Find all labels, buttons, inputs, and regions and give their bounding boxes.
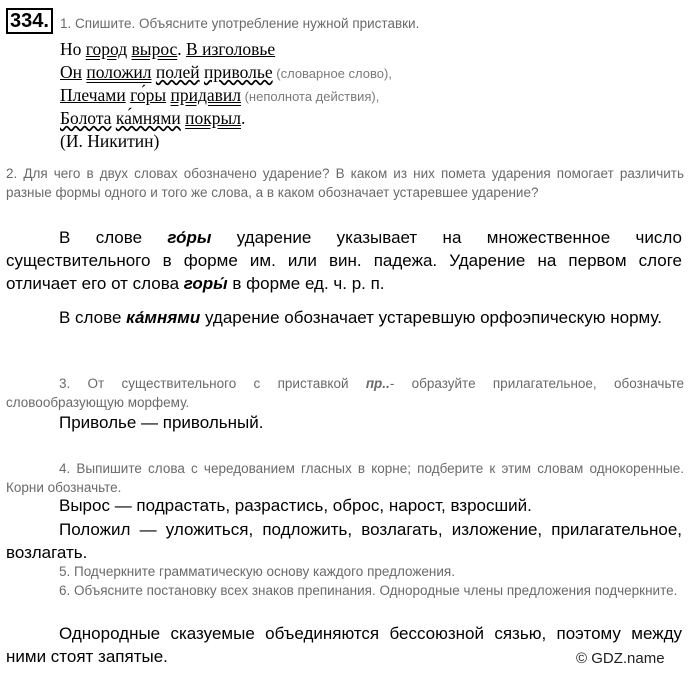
poem-line-4: Болота ка́мнями покрыл.: [60, 108, 246, 128]
answer-word: горы́: [183, 274, 228, 293]
poem-word: В изголовье: [186, 39, 276, 59]
poem-word: положил: [86, 62, 152, 82]
poem-word: придавил: [170, 85, 241, 105]
poem-word: ка́мнями: [115, 108, 181, 128]
answer-4b: Положил — уложиться, подложить, возлагать, изложение, прилагательное, возлагать.: [6, 520, 682, 562]
poem-word: го́ры: [130, 85, 167, 105]
task-6: 6. Объясните постановку всех знаков препинания. Однородные члены предложения подчеркните.: [59, 583, 678, 598]
task-2: 2. Для чего в двух словах обозначено ударение? В каком из них помета ударения помогает различить разные формы одного и того же слова, а в каком обозначает устаревшее ударение?: [6, 166, 684, 200]
task-1: 1. Спишите. Объясните употребление нужной приставки.: [60, 16, 420, 31]
answer-word: ка́мнями: [126, 308, 201, 327]
answer-3: Приволье — привольный.: [59, 413, 264, 432]
poem-line-3: [60, 84, 379, 108]
poem-word: Он: [60, 62, 83, 82]
exercise-number: 334.: [6, 8, 53, 34]
poem-word: Болота: [60, 108, 112, 128]
poem-word: вырос: [131, 39, 178, 59]
poem-word: полей: [155, 62, 200, 82]
answer-2a: В слове го́ры ударение указывает на множественное число существительного в форме им. или вин. падежа. Ударение на первом слоге отличает его от слова горы́ в форме ед. ч. р. п.: [6, 228, 682, 293]
task-3: 3. От существительного с приставкой пр..- образуйте прилагательное, обозначьте словообразующую морфему.: [6, 376, 684, 410]
poem-author: (И. Никитин): [60, 131, 160, 151]
task-4: 4. Выпишите слова с чередованием гласных в корне; подберите к этим словам однокоренные. Корни обозначьте.: [6, 461, 684, 495]
poem-line-2: [60, 61, 392, 85]
poem-note: (неполнота действия),: [240, 89, 380, 104]
poem-word: город: [85, 39, 128, 59]
answer-4a: Вырос — подрастать, разрастись, оброс, нарост, взросший.: [59, 496, 532, 515]
answer-2b: В слове ка́мнями ударение обозначает устаревшую орфоэпическую норму.: [59, 308, 662, 327]
answer-6: Однородные сказуемые объединяются бессоюзной сязью, поэтому между ними стоят запятые.: [6, 624, 682, 666]
watermark: © GDZ.name: [576, 650, 665, 667]
poem-note: (словарное слово),: [272, 66, 392, 81]
task-5: 5. Подчеркните грамматическую основу каждого предложения.: [59, 564, 455, 579]
answer-word: го́ры: [167, 228, 212, 247]
poem-word: Плечами: [60, 85, 126, 105]
poem-word: покрыл: [185, 108, 241, 128]
poem-word: приволье: [204, 62, 273, 82]
poem-line-1: Но город вырос. В изголовье: [60, 39, 276, 59]
